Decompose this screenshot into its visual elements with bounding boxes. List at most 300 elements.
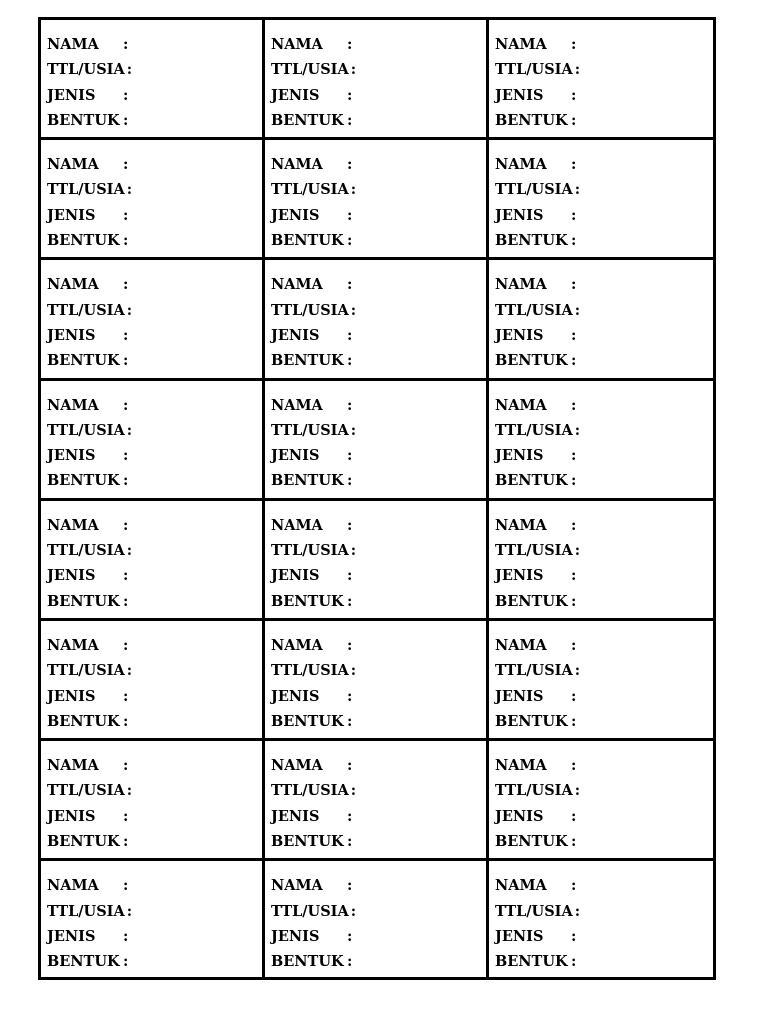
field-label: BENTUK (271, 232, 344, 250)
field-row-jenis (47, 87, 262, 112)
field-separator: : (123, 712, 129, 730)
field-separator: : (347, 276, 353, 294)
field-row-bentuk (47, 352, 262, 377)
field-row-bentuk (47, 713, 262, 738)
field-separator: : (126, 542, 133, 560)
field-separator: : (571, 111, 577, 129)
label-cell (489, 20, 713, 140)
field-row-nama (495, 517, 713, 542)
field-label: NAMA (495, 516, 547, 534)
field-row-jenis (495, 688, 713, 713)
label-grid (38, 17, 716, 980)
field-row-nama (495, 276, 713, 301)
field-separator: : (571, 516, 577, 534)
field-label: JENIS (271, 927, 320, 945)
field-label: NAMA (271, 156, 323, 174)
field-row-nama (495, 156, 713, 181)
field-label: BENTUK (47, 953, 120, 971)
field-separator: : (347, 757, 353, 775)
field-row-ttl-usia (271, 903, 486, 928)
field-separator: : (123, 592, 129, 610)
field-separator: : (574, 301, 581, 319)
label-cell (265, 260, 489, 380)
field-row-nama (271, 517, 486, 542)
field-label: BENTUK (271, 953, 344, 971)
field-label: JENIS (47, 326, 96, 344)
field-row-ttl-usia (495, 61, 713, 86)
field-row-ttl-usia (47, 422, 262, 447)
field-row-bentuk (271, 833, 486, 858)
field-row-jenis (271, 207, 486, 232)
field-label: BENTUK (495, 232, 568, 250)
field-label: BENTUK (271, 833, 344, 851)
field-row-jenis (495, 327, 713, 352)
field-row-jenis (271, 447, 486, 472)
field-separator: : (574, 542, 581, 560)
field-label: NAMA (495, 877, 547, 895)
field-row-bentuk (47, 232, 262, 257)
field-separator: : (126, 61, 133, 79)
field-row-ttl-usia (495, 181, 713, 206)
field-label: TTL/USIA (271, 902, 349, 920)
field-row-jenis (47, 808, 262, 833)
field-label: NAMA (271, 36, 323, 53)
label-cell (265, 861, 489, 978)
field-label: NAMA (47, 156, 99, 174)
field-separator: : (571, 232, 577, 250)
field-separator: : (574, 421, 581, 439)
field-row-nama (47, 276, 262, 301)
field-separator: : (571, 447, 577, 465)
field-row-nama (47, 36, 262, 61)
field-label: BENTUK (47, 592, 120, 610)
field-label: JENIS (271, 326, 320, 344)
field-label: TTL/USIA (271, 542, 349, 560)
field-separator: : (126, 181, 133, 199)
field-row-ttl-usia (495, 782, 713, 807)
field-label: TTL/USIA (47, 662, 125, 680)
field-row-ttl-usia (495, 302, 713, 327)
field-row-nama (271, 757, 486, 782)
field-label: BENTUK (495, 592, 568, 610)
field-separator: : (347, 877, 353, 895)
field-row-nama (495, 36, 713, 61)
field-label: NAMA (47, 396, 99, 414)
field-label: JENIS (47, 807, 96, 825)
field-separator: : (347, 927, 353, 945)
field-label: JENIS (271, 807, 320, 825)
field-separator: : (571, 326, 577, 344)
field-label: TTL/USIA (495, 301, 573, 319)
label-cell (265, 381, 489, 501)
label-cell (265, 621, 489, 741)
field-label: JENIS (47, 687, 96, 705)
field-label: NAMA (47, 757, 99, 775)
field-row-bentuk (271, 472, 486, 497)
label-cell (41, 140, 265, 260)
field-label: BENTUK (495, 472, 568, 490)
field-label: JENIS (271, 687, 320, 705)
field-row-ttl-usia (271, 542, 486, 567)
field-separator: : (571, 687, 577, 705)
field-separator: : (347, 206, 353, 224)
field-row-bentuk (495, 953, 713, 978)
label-cell (41, 381, 265, 501)
field-label: NAMA (47, 36, 99, 53)
label-cell (489, 621, 713, 741)
field-row-nama (271, 877, 486, 902)
field-row-jenis (495, 808, 713, 833)
label-cell (489, 260, 713, 380)
field-separator: : (123, 877, 129, 895)
field-label: NAMA (271, 636, 323, 654)
field-row-ttl-usia (47, 542, 262, 567)
field-label: JENIS (47, 206, 96, 224)
field-row-bentuk (271, 232, 486, 257)
field-label: TTL/USIA (271, 181, 349, 199)
field-separator: : (123, 953, 129, 971)
field-separator: : (347, 807, 353, 825)
field-label: BENTUK (271, 592, 344, 610)
field-separator: : (347, 447, 353, 465)
label-cell (41, 20, 265, 140)
field-label: JENIS (271, 86, 320, 104)
field-separator: : (123, 276, 129, 294)
field-label: TTL/USIA (271, 61, 349, 79)
field-row-ttl-usia (47, 662, 262, 687)
field-row-bentuk (47, 593, 262, 618)
field-separator: : (123, 757, 129, 775)
field-label: BENTUK (271, 472, 344, 490)
field-separator: : (574, 181, 581, 199)
field-label: NAMA (47, 636, 99, 654)
field-label: BENTUK (495, 712, 568, 730)
field-label: JENIS (47, 567, 96, 585)
label-cell (489, 381, 713, 501)
field-label: BENTUK (495, 111, 568, 129)
field-label: TTL/USIA (47, 542, 125, 560)
field-row-bentuk (271, 713, 486, 738)
field-separator: : (571, 636, 577, 654)
field-label: BENTUK (495, 352, 568, 370)
field-separator: : (126, 902, 133, 920)
field-label: TTL/USIA (47, 782, 125, 800)
field-separator: : (574, 61, 581, 79)
field-label: BENTUK (271, 352, 344, 370)
field-row-nama (271, 397, 486, 422)
field-label: JENIS (271, 567, 320, 585)
field-label: NAMA (271, 757, 323, 775)
field-label: NAMA (495, 396, 547, 414)
field-row-jenis (47, 567, 262, 592)
field-row-nama (47, 877, 262, 902)
field-row-nama (495, 757, 713, 782)
field-separator: : (350, 301, 357, 319)
field-row-nama (271, 156, 486, 181)
field-separator: : (350, 181, 357, 199)
field-row-nama (495, 637, 713, 662)
field-separator: : (574, 782, 581, 800)
label-cell (265, 741, 489, 861)
field-row-ttl-usia (271, 61, 486, 86)
field-separator: : (574, 902, 581, 920)
field-label: TTL/USIA (47, 61, 125, 79)
field-separator: : (571, 567, 577, 585)
field-label: NAMA (271, 276, 323, 294)
field-separator: : (126, 301, 133, 319)
field-row-ttl-usia (47, 903, 262, 928)
field-label: BENTUK (47, 111, 120, 129)
field-separator: : (123, 636, 129, 654)
field-label: JENIS (495, 567, 544, 585)
field-separator: : (571, 36, 577, 53)
field-row-ttl-usia (47, 782, 262, 807)
field-separator: : (347, 352, 353, 370)
field-row-jenis (495, 87, 713, 112)
field-separator: : (347, 567, 353, 585)
field-label: TTL/USIA (495, 782, 573, 800)
field-separator: : (123, 36, 129, 53)
field-label: TTL/USIA (495, 181, 573, 199)
field-label: JENIS (47, 86, 96, 104)
field-label: NAMA (495, 636, 547, 654)
field-row-bentuk (47, 472, 262, 497)
field-separator: : (571, 833, 577, 851)
label-cell (41, 260, 265, 380)
field-row-bentuk (495, 352, 713, 377)
field-separator: : (347, 592, 353, 610)
field-separator: : (347, 232, 353, 250)
field-row-bentuk (271, 112, 486, 137)
field-row-jenis (47, 447, 262, 472)
field-row-bentuk (495, 112, 713, 137)
field-row-jenis (271, 567, 486, 592)
field-row-jenis (495, 567, 713, 592)
label-cell (41, 861, 265, 978)
field-separator: : (123, 396, 129, 414)
field-separator: : (347, 687, 353, 705)
field-label: JENIS (495, 807, 544, 825)
field-row-ttl-usia (47, 181, 262, 206)
field-row-jenis (495, 207, 713, 232)
field-separator: : (571, 592, 577, 610)
field-separator: : (571, 877, 577, 895)
field-row-jenis (271, 87, 486, 112)
field-separator: : (123, 516, 129, 534)
field-label: BENTUK (271, 111, 344, 129)
field-label: JENIS (495, 927, 544, 945)
field-separator: : (347, 326, 353, 344)
field-separator: : (347, 86, 353, 104)
field-separator: : (571, 953, 577, 971)
label-cell (41, 741, 265, 861)
field-label: TTL/USIA (47, 301, 125, 319)
field-label: NAMA (271, 877, 323, 895)
field-row-ttl-usia (271, 662, 486, 687)
field-row-jenis (47, 207, 262, 232)
field-separator: : (571, 712, 577, 730)
field-label: TTL/USIA (495, 421, 573, 439)
field-label: TTL/USIA (47, 421, 125, 439)
field-label: TTL/USIA (271, 421, 349, 439)
field-label: TTL/USIA (47, 902, 125, 920)
field-separator: : (350, 61, 357, 79)
field-row-nama (47, 517, 262, 542)
field-label: JENIS (495, 687, 544, 705)
label-cell (265, 20, 489, 140)
field-row-ttl-usia (47, 302, 262, 327)
field-row-bentuk (271, 953, 486, 978)
field-label: JENIS (495, 326, 544, 344)
field-row-nama (47, 156, 262, 181)
field-separator: : (350, 662, 357, 680)
field-label: BENTUK (47, 833, 120, 851)
field-separator: : (123, 206, 129, 224)
field-separator: : (123, 807, 129, 825)
field-row-ttl-usia (271, 422, 486, 447)
field-label: NAMA (47, 877, 99, 895)
field-row-nama (47, 637, 262, 662)
field-separator: : (347, 636, 353, 654)
field-row-bentuk (47, 112, 262, 137)
field-row-bentuk (47, 953, 262, 978)
field-separator: : (347, 953, 353, 971)
field-row-jenis (47, 327, 262, 352)
field-row-bentuk (271, 593, 486, 618)
field-row-bentuk (495, 593, 713, 618)
field-label: NAMA (495, 276, 547, 294)
field-row-bentuk (271, 352, 486, 377)
field-label: NAMA (495, 156, 547, 174)
field-row-jenis (495, 928, 713, 953)
field-separator: : (347, 396, 353, 414)
field-row-nama (271, 637, 486, 662)
field-label: NAMA (271, 516, 323, 534)
field-separator: : (347, 111, 353, 129)
field-label: TTL/USIA (495, 902, 573, 920)
field-label: BENTUK (47, 232, 120, 250)
field-separator: : (347, 36, 353, 53)
field-row-nama (495, 877, 713, 902)
label-cell (41, 621, 265, 741)
field-separator: : (571, 807, 577, 825)
field-label: TTL/USIA (271, 782, 349, 800)
field-label: BENTUK (47, 712, 120, 730)
field-separator: : (571, 86, 577, 104)
field-label: TTL/USIA (495, 662, 573, 680)
field-separator: : (123, 687, 129, 705)
field-separator: : (571, 206, 577, 224)
field-separator: : (123, 232, 129, 250)
label-cell (489, 861, 713, 978)
field-separator: : (123, 927, 129, 945)
field-separator: : (126, 782, 133, 800)
field-label: NAMA (495, 757, 547, 775)
label-cell (41, 501, 265, 621)
field-label: TTL/USIA (47, 181, 125, 199)
field-row-bentuk (495, 472, 713, 497)
field-label: JENIS (47, 447, 96, 465)
field-separator: : (571, 396, 577, 414)
field-separator: : (571, 156, 577, 174)
field-label: JENIS (47, 927, 96, 945)
field-label: TTL/USIA (271, 662, 349, 680)
field-label: JENIS (271, 447, 320, 465)
field-row-jenis (271, 808, 486, 833)
field-separator: : (574, 662, 581, 680)
field-separator: : (350, 421, 357, 439)
field-label: TTL/USIA (495, 542, 573, 560)
field-row-nama (271, 276, 486, 301)
field-row-bentuk (495, 713, 713, 738)
field-row-nama (495, 397, 713, 422)
field-label: NAMA (47, 276, 99, 294)
field-label: BENTUK (47, 352, 120, 370)
field-label: JENIS (271, 206, 320, 224)
field-row-ttl-usia (271, 782, 486, 807)
field-separator: : (571, 276, 577, 294)
field-label: TTL/USIA (271, 301, 349, 319)
field-row-jenis (495, 447, 713, 472)
field-separator: : (123, 833, 129, 851)
field-separator: : (347, 156, 353, 174)
field-label: BENTUK (271, 712, 344, 730)
field-row-bentuk (495, 833, 713, 858)
field-label: NAMA (47, 516, 99, 534)
field-label: BENTUK (47, 472, 120, 490)
field-label: NAMA (495, 36, 547, 53)
label-cell (489, 501, 713, 621)
field-separator: : (123, 156, 129, 174)
label-cell (489, 140, 713, 260)
field-row-bentuk (495, 232, 713, 257)
label-cell (265, 501, 489, 621)
field-label: NAMA (271, 396, 323, 414)
field-row-nama (47, 397, 262, 422)
field-row-jenis (271, 688, 486, 713)
field-separator: : (350, 902, 357, 920)
field-row-ttl-usia (495, 422, 713, 447)
field-row-ttl-usia (495, 662, 713, 687)
field-label: BENTUK (495, 953, 568, 971)
field-row-jenis (47, 928, 262, 953)
field-label: JENIS (495, 206, 544, 224)
field-label: JENIS (495, 86, 544, 104)
field-separator: : (571, 757, 577, 775)
field-separator: : (347, 472, 353, 490)
label-cell (265, 140, 489, 260)
field-separator: : (350, 542, 357, 560)
field-row-ttl-usia (271, 302, 486, 327)
field-separator: : (123, 86, 129, 104)
field-separator: : (126, 662, 133, 680)
field-separator: : (571, 472, 577, 490)
field-separator: : (350, 782, 357, 800)
field-row-nama (47, 757, 262, 782)
field-label: TTL/USIA (495, 61, 573, 79)
field-separator: : (347, 833, 353, 851)
field-separator: : (123, 567, 129, 585)
field-row-ttl-usia (47, 61, 262, 86)
field-separator: : (126, 421, 133, 439)
field-separator: : (347, 712, 353, 730)
field-separator: : (123, 447, 129, 465)
field-label: JENIS (495, 447, 544, 465)
field-row-jenis (47, 688, 262, 713)
field-row-ttl-usia (495, 903, 713, 928)
field-row-jenis (271, 928, 486, 953)
field-row-nama (271, 36, 486, 61)
